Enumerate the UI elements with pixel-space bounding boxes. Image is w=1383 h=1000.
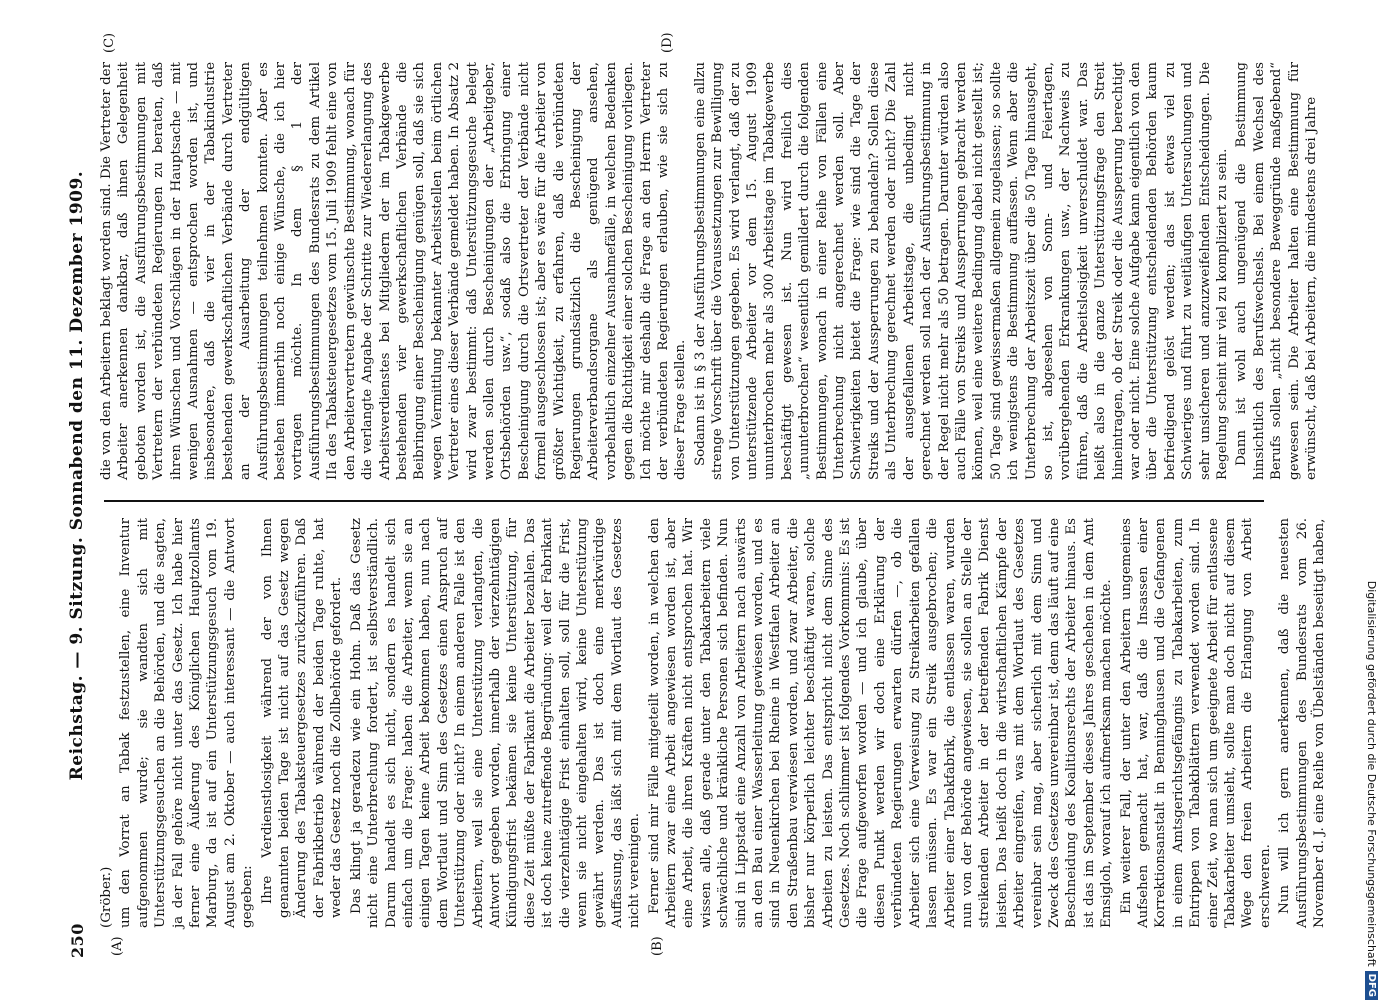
margin-marker-c: (C): [102, 32, 117, 53]
paragraph: Dann ist wohl auch ungenügend die Bestimmung hinsichtlich des Berufswechsels. Bei einem Wechsel des Berufs sollen „nicht besondere Beweggründe maßgebend“ gewesen sein. Die Arbeiter halten eine Bestimmung für erwünscht, daß bei Arbeitern, die mindestens drei Jahre: [1234, 62, 1320, 480]
paragraph: Ferner sind mir Fälle mitgeteilt worden, in welchen den Arbeitern zwar eine Arbeit angewiesen worden ist, aber eine Arbeit, die ihren Kräften nicht entsprochen hat. Wir wissen alle, daß gerade unter den Tabakarbeitern viele schwächliche und kränkliche Personen sich befinden. Nun sind in Lippstadt eine Anzahl von Arbeitern nach auswärts an den Bau einer Wasserleitung gewiesen worden, und es sind in Neuenkirchen bei Rheine in Westfalen Arbeiter an den Straßenbau verwiesen worden, und zwar Arbeiter, die bisher nur körperlich leichter beschäftigt waren, solche Arbeiten zu leisten. Das entspricht nicht dem Sinne des Gesetzes. Noch schlimmer ist folgendes Vorkommnis: Es ist die Frage aufgeworfen worden — und ich glaube, über diesen Punkt werden wir doch eine Erklärung der verbündeten Regierungen erwarten dürfen —, ob die Arbeiter sich eine Verweisung zu Streikarbeiten gefallen lassen müssen. Es war ein Streik ausgebrochen; die Arbeiter einer Tabakfabrik, die entlassen waren, wurden nun von der Behörde angewiesen, sie sollen an Stelle der streikenden Arbeiter in der betreffenden Fabrik Dienst leisten. Das heißt doch in die wirtschaftlichen Kämpfe der Arbeiter eingreifen, was mit dem Wortlaut des Gesetzes vereinbar sein mag, aber sicherlich mit dem Sinn und Zweck des Gesetzes unvereinbar ist, denn das läuft auf eine Beschneidung des Koalitionsrechts der Arbeiter hinaus. Es ist das im September dieses Jahres geschehen in dem Amt Emsigloh, worauf ich aufmerksam machen möchte.: [646, 518, 1115, 928]
paragraph: Ein weiterer Fall, der unter den Arbeitern ungemeines Aufsehen gemacht hat, war, daß die Insassen einer Korrektionsanstalt in Benninghausen und die Gefangenen in einem Amtsgerichtsgefängnis zu Tabakarbeiten, zum Entrippen von Tabakblättern verwendet worden sind. In einer Zeit, wo man sich um geeignete Arbeit für entlassene Tabakarbeiter umsieht, sollte man doch nicht auf diesem Wege den freien Arbeitern die Erlangung von Arbeit erschweren.: [1118, 518, 1273, 928]
paragraph: Das klingt ja geradezu wie ein Hohn. Daß das Gesetz nicht eine Unterbrechung fordert, ist selbstverständlich. Darum handelt es sich nicht, sondern es handelt sich einfach um die Frage: haben die Arbeiter, wenn sie an einigen Tagen keine Arbeit bekommen haben, nun nach dem Wortlaut und Sinn des Gesetzes einen Anspruch auf Unterstützung oder nicht? In einem anderen Falle ist den Arbeitern, weil sie eine Unterstützung verlangten, die Antwort gegeben worden, innerhalb der vierzehntägigen Kündigungsfrist bekämen sie keine Unterstützung, für diese Zeit müßte der Fabrikant die Arbeiter bezahlen. Das ist doch keine zutreffende Begründung: weil der Fabrikant die vierzehntägige Frist einhalten soll, soll für die Frist, wenn sie nicht eingehalten wird, keine Unterstützung gewährt werden. Das ist doch eine merkwürdige Auffassung, das läßt sich mit dem Wortlaut des Gesetzes nicht vereinigen.: [348, 518, 643, 928]
margin-marker-b: (B): [650, 936, 665, 956]
margin-marker-a: (A): [110, 936, 125, 956]
page-number: 250: [67, 923, 87, 958]
column-divider: [104, 500, 1264, 502]
dfg-logo: DFG: [1366, 971, 1379, 1000]
credit-text: Digitalisierung gefördert durch die Deutsche Forschungsgemeinschaft: [1365, 580, 1379, 967]
left-column: [98, 518, 1328, 928]
digitization-credit: [1361, 0, 1383, 1000]
right-column: [98, 62, 1320, 480]
quote-paragraph: Ihre Verdienstlosigkeit während der von Ihnen genannten beiden Tage ist nicht auf das Gesetz wegen Änderung des Tabaksteuergesetzes zurückzuführen. Daß der Fabrikbetrieb während der beiden Tage ruhte, hat weder das Gesetz noch die Zollbehörde gefordert.: [259, 518, 345, 918]
paragraph: Sodann ist in § 3 der Ausführungsbestimmungen eine allzu strenge Vorschrift über die Voraussetzungen zur Bewilligung von Unterstützungen gegeben. Es wird verlangt, daß der zu unterstützende Arbeiter vor dem 15. August 1909 ununterbrochen mehr als 300 Arbeitstage im Tabakgewerbe beschäftigt gewesen ist. Nun wird freilich dies „ununterbrochen“ wesentlich gemildert durch die folgenden Bestimmungen, wonach in einer Reihe von Fällen eine Unterbrechung nicht angerechnet werden soll. Aber Schwierigkeiten bietet die Frage: wie sind die Tage der Streiks und der Aussperrungen zu behandeln? Sollen diese als Unterbrechung gerechnet werden oder nicht? Die Zahl der ausgefallenen Arbeitstage, die unbedingt nicht gerechnet werden soll nach der Ausführungsbestimmung in der Regel nicht mehr als 50 betragen. Darunter würden also auch Fälle von Streiks und Aussperrungen gebracht werden können, weil eine weitere Bedingung dabei nicht gestellt ist; 50 Tage sind gewissermaßen allgemein zugelassen; so sollte ich wenigstens die Bestimmung auffassen. Wenn aber die Unterbrechung der Arbeitszeit über die 50 Tage hinausgeht, so ist, abgesehen von Sonn- und Feiertagen, vorübergehenden Erkrankungen usw., der Nachweis zu führen, daß die Arbeitslosigkeit unverschuldet war. Das heißt also in die ganze Unterstützungsfrage den Streit hineintragen, ob der Streik oder die Aussperrung berechtigt war oder nicht. Eine solche Aufgabe kann eigentlich von den über die Unterstützung entscheidenden Behörden kaum befriedigend gelöst werden; das ist etwas viel zu Schwieriges und führt zu weitläufigen Untersuchungen und sehr unsicheren und anzuzweifelnden Entscheidungen. Die Regelung scheint mir viel zu kompliziert zu sein.: [692, 62, 1230, 480]
speaker-name: (Gröber.): [99, 866, 114, 928]
page-title: Reichstag. — 9. Sitzung. Sonnabend den 11. Dezember 1909.: [67, 170, 87, 781]
page-header: [60, 28, 94, 958]
paragraph: um den Vorrat an Tabak festzustellen, eine Inventur aufgenommen wurde; sie wandten sich mit Unterstützungsgesuchen an die Behörden, und die sagten, ja der Fall gehöre nicht unter das Gesetz. Ich habe hier ferner eine Äußerung des Königlichen Hauptzollamts Marburg, da ist auf ein Unterstützungsgesuch vom 19. August am 2. Oktober — auch interessant — die Antwort gegeben:: [118, 518, 256, 928]
paragraph: Nun will ich gern anerkennen, daß die neuesten Ausführungsbestimmungen des Bundesrats vom 26. November d. J. eine Reihe von Übelständen beseitigt haben,: [1277, 518, 1328, 928]
rotated-page-content: [60, 28, 1360, 958]
paragraph: die von den Arbeitern beklagt worden sind. Die Vertreter der Arbeiter anerkennen dankbar, daß ihnen Gelegenheit geboten worden ist, die Ausführungsbestimmungen mit Vertretern der verbündeten Regierungen zu beraten, daß ihren Wünschen und Vorschlägen in der Hauptsache — mit wenigen Ausnahmen — entsprochen worden ist, und insbesondere, daß die vier in der Tabakindustrie bestehenden gewerkschaftlichen Verbände durch Vertreter an der Ausarbeitung der endgültigen Ausführungsbestimmungen teilnehmen konnten. Aber es bestehen immerhin noch einige Wünsche, die ich hier vortragen möchte. In dem § 1 der Ausführungsbestimmungen des Bundesrats zu dem Artikel IIa des Tabaksteuergesetzes vom 15. Juli 1909 fehlt eine von den Arbeitervertretern gewünschte Bestimmung, wonach für die verlangte Angabe der Schritte zur Wiedererlangung des Arbeitsverdienstes bei Mitgliedern der im Tabakgewerbe bestehenden vier gewerkschaftlichen Verbände die Beibringung einer Bescheinigung genügen soll, daß sie sich wegen Vermittlung bekannter Arbeitsstellen beim örtlichen Vertreter eines dieser Verbände gemeldet haben. In Absatz 2 wird zwar bestimmt: daß Unterstützungsgesuche belegt werden sollen durch Bescheinigungen der „Arbeitgeber, Ortsbehörden usw.“, sodaß also die Erbringung einer Bescheinigung durch die Ortsvertreter der Verbände nicht formell ausgeschlossen ist; aber es wäre für die Arbeiter von größter Wichtigkeit, zu erfahren, daß die verbündeten Regierungen grundsätzlich die Bescheinigung der Arbeiterverbandsorgane als genügend ansehen, vorbehaltlich einzelner Ausnahmefälle, in welchen Bedenken gegen die Richtigkeit einer solchen Bescheinigung vorliegen. Ich möchte mir deshalb die Frage an den Herrn Vertreter der verbündeten Regierungen erlauben, wie sie sich zu dieser Frage stellen.: [99, 62, 689, 480]
margin-marker-d: (D): [660, 32, 675, 53]
